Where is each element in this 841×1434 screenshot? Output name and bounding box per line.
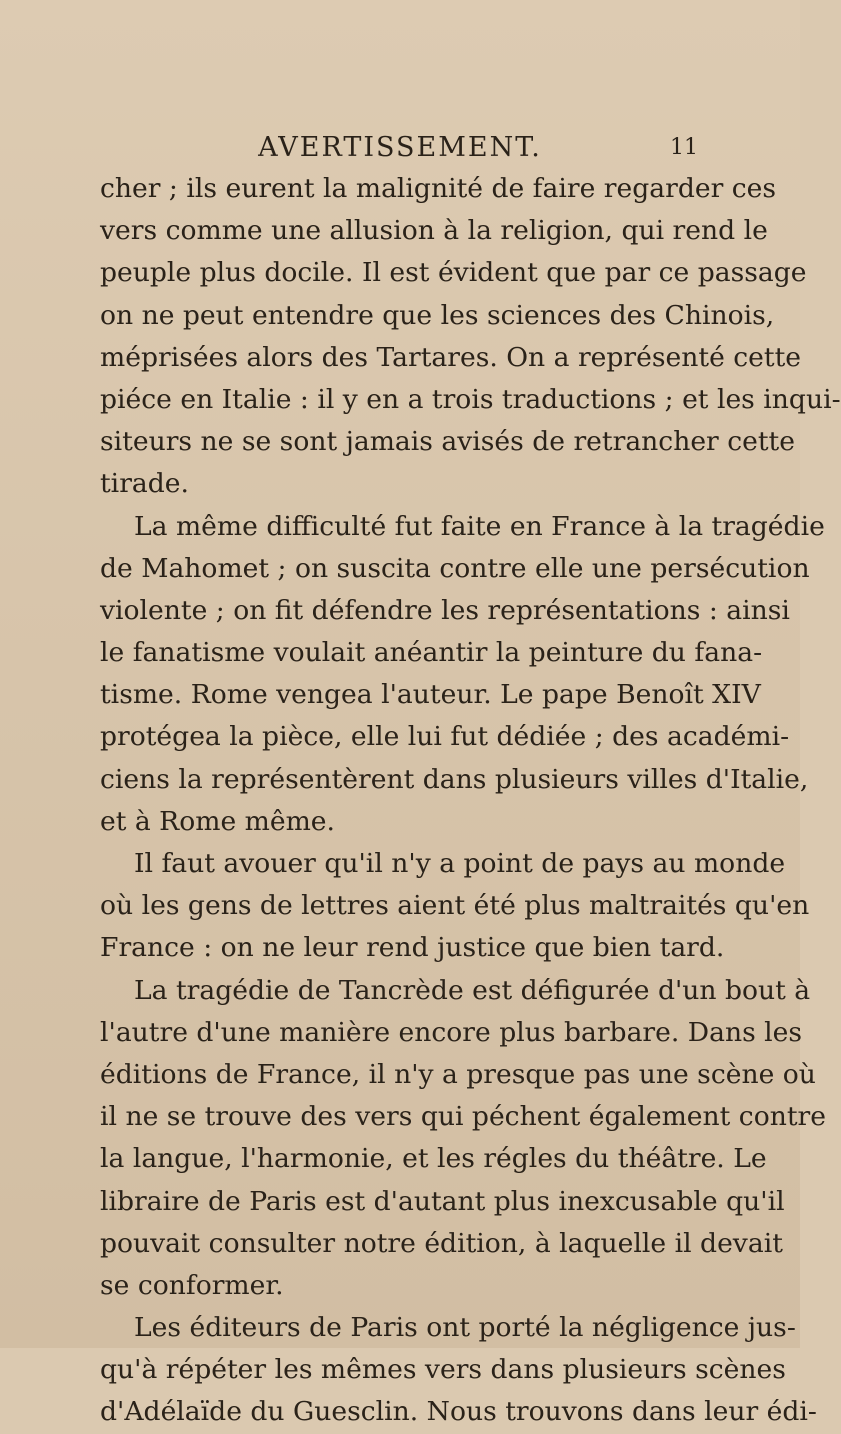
page-header <box>0 128 800 168</box>
text-line: La tragédie de Tancrède est défigurée d'un bout à <box>134 974 811 1006</box>
text-line: tisme. Rome vengea l'auteur. Le pape Benoît XIV <box>100 679 761 711</box>
text-line: cher ; ils eurent la malignité de faire regarder ces <box>100 173 777 204</box>
text-line: et à Rome même. <box>100 805 335 837</box>
text-line: ciens la représentèrent dans plusieurs villes d'Italie, <box>100 763 809 795</box>
text-line: d'Adélaïde du Guesclin. Nous trouvons dans leur édi- <box>100 1396 817 1428</box>
text-line: La même difficulté fut faite en France à la tragédie <box>134 510 825 542</box>
text-line: France : on ne leur rend justice que bien tard. <box>100 932 725 964</box>
text-line: libraire de Paris est d'autant plus inexcusable qu'il <box>100 1185 785 1217</box>
running-title: AVERTISSEMENT. <box>258 132 542 163</box>
text-line: de Mahomet ; on suscita contre elle une persécution <box>100 552 810 584</box>
text-line: piéce en Italie : il y en a trois traductions ; et les inqui- <box>100 383 841 415</box>
text-line: vers comme une allusion à la religion, qui rend le <box>100 215 768 247</box>
text-line: la langue, l'harmonie, et les régles du théâtre. Le <box>100 1143 767 1175</box>
text-line: peuple plus docile. Il est évident que par ce passage <box>100 257 807 289</box>
text-line: l'autre d'une manière encore plus barbare. Dans les <box>100 1016 803 1048</box>
page-number: 11 <box>670 135 698 160</box>
text-line: tirade. <box>100 468 189 500</box>
text-line: siteurs ne se sont jamais avisés de retrancher cette <box>100 426 795 458</box>
text-line: Il faut avouer qu'il n'y a point de pays au monde <box>134 848 786 879</box>
body-text <box>100 168 841 1434</box>
text-line: on ne peut entendre que les sciences des Chinois, <box>100 299 775 331</box>
text-line: méprisées alors des Tartares. On a représenté cette <box>100 341 802 373</box>
text-line: se conformer. <box>100 1269 284 1301</box>
text-line: qu'à répéter les mêmes vers dans plusieurs scènes <box>100 1354 786 1386</box>
text-line: il ne se trouve des vers qui péchent également contre <box>100 1101 826 1133</box>
text-line: violente ; on fit défendre les représentations : ainsi <box>100 594 790 626</box>
text-line: le fanatisme voulait anéantir la peinture du fana- <box>100 637 763 669</box>
text-line: Les éditeurs de Paris ont porté la négligence jus- <box>134 1312 796 1344</box>
text-line: où les gens de lettres aient été plus maltraités qu'en <box>100 890 810 922</box>
text-line: protégea la pièce, elle lui fut dédiée ; des académi- <box>100 721 790 753</box>
text-line: pouvait consulter notre édition, à laquelle il devait <box>100 1227 783 1259</box>
text-line: éditions de France, il n'y a presque pas une scène où <box>100 1058 816 1090</box>
